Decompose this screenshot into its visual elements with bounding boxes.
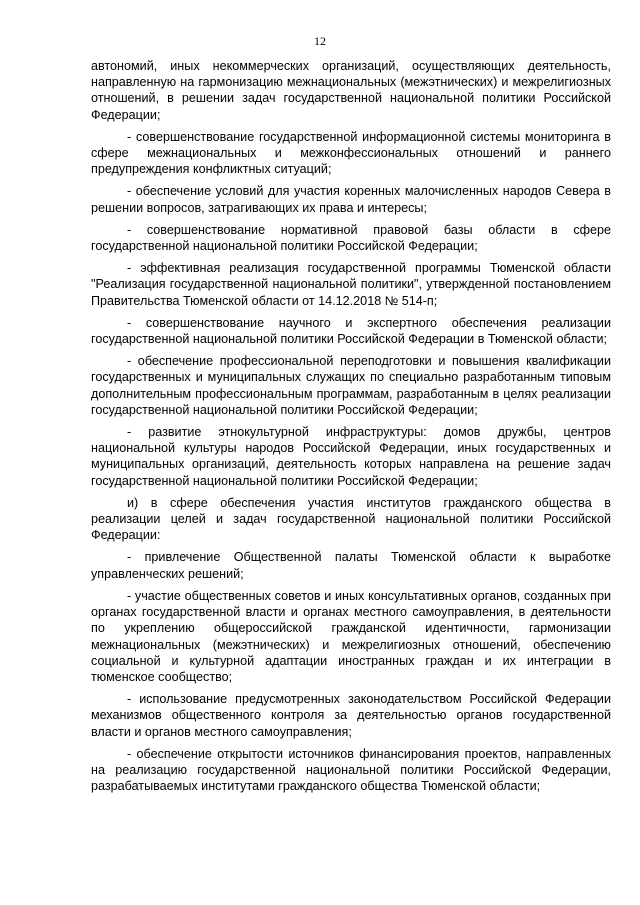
list-item: - развитие этнокультурной инфраструктуры: домов дружбы, центров национальной культуры народов Российской Федерации, иных государственных и муниципальных организаций, деятельность которых направлена на решение задач государственной национальной политики Российской Федерации; [91, 425, 611, 488]
document-body [91, 58, 611, 800]
list-item: - обеспечение открытости источников финансирования проектов, направленных на реализацию государственной национальной политики Российской Федерации, разрабатываемых институтами гражданского общества Тюменской области; [91, 746, 611, 794]
list-item: - участие общественных советов и иных консультативных органов, созданных при органах государственной власти и органах местного самоуправления, в деятельности по укреплению общероссийской гражданской идентичности, гармонизации межнациональных (межэтнических) и межрелигиозных отношений, обеспечению социальной и культурной адаптации иностранных граждан и их интеграции в тюменское сообщество; [91, 588, 611, 684]
list-item: - совершенствование нормативной правовой базы области в сфере государственной национальной политики Российской Федерации; [91, 222, 611, 254]
page-number: 12 [314, 34, 326, 48]
section-heading-paragraph: и) в сфере обеспечения участия институтов гражданского общества в реализации целей и задач государственной национальной политики Российской Федерации: [91, 495, 611, 543]
paragraph-continuation: автономий, иных некоммерческих организаций, осуществляющих деятельность, направленную на гармонизацию межнациональных (межэтнических) и межрелигиозных отношений, в решении задач государственной национальной политики Российской Федерации; [91, 59, 611, 122]
list-item: - совершенствование государственной информационной системы мониторинга в сфере межнациональных и межконфессиональных отношений и раннего предупреждения конфликтных ситуаций; [91, 129, 611, 177]
list-item: - совершенствование научного и экспертного обеспечения реализации государственной национальной политики Российской Федерации в Тюменской области; [91, 315, 611, 347]
list-item: - эффективная реализация государственной программы Тюменской области "Реализация государственной национальной политики", утвержденной постановлением Правительства Тюменской области от 14.12.2018 № 514-п; [91, 261, 611, 308]
list-item: - обеспечение условий для участия коренных малочисленных народов Севера в решении вопросов, затрагивающих их права и интересы; [91, 184, 611, 215]
list-item: - обеспечение профессиональной переподготовки и повышения квалификации государственных и муниципальных служащих по специально разработанным типовым дополнительным профессиональным программам, разработанным в целях реализации государственной национальной политики Российской Федерации; [91, 354, 611, 417]
list-item: - использование предусмотренных законодательством Российской Федерации механизмов общественного контроля за деятельностью органов государственной власти и органов местного самоуправления; [91, 692, 611, 739]
list-item: - привлечение Общественной палаты Тюменской области к выработке управленческих решений; [91, 550, 611, 581]
